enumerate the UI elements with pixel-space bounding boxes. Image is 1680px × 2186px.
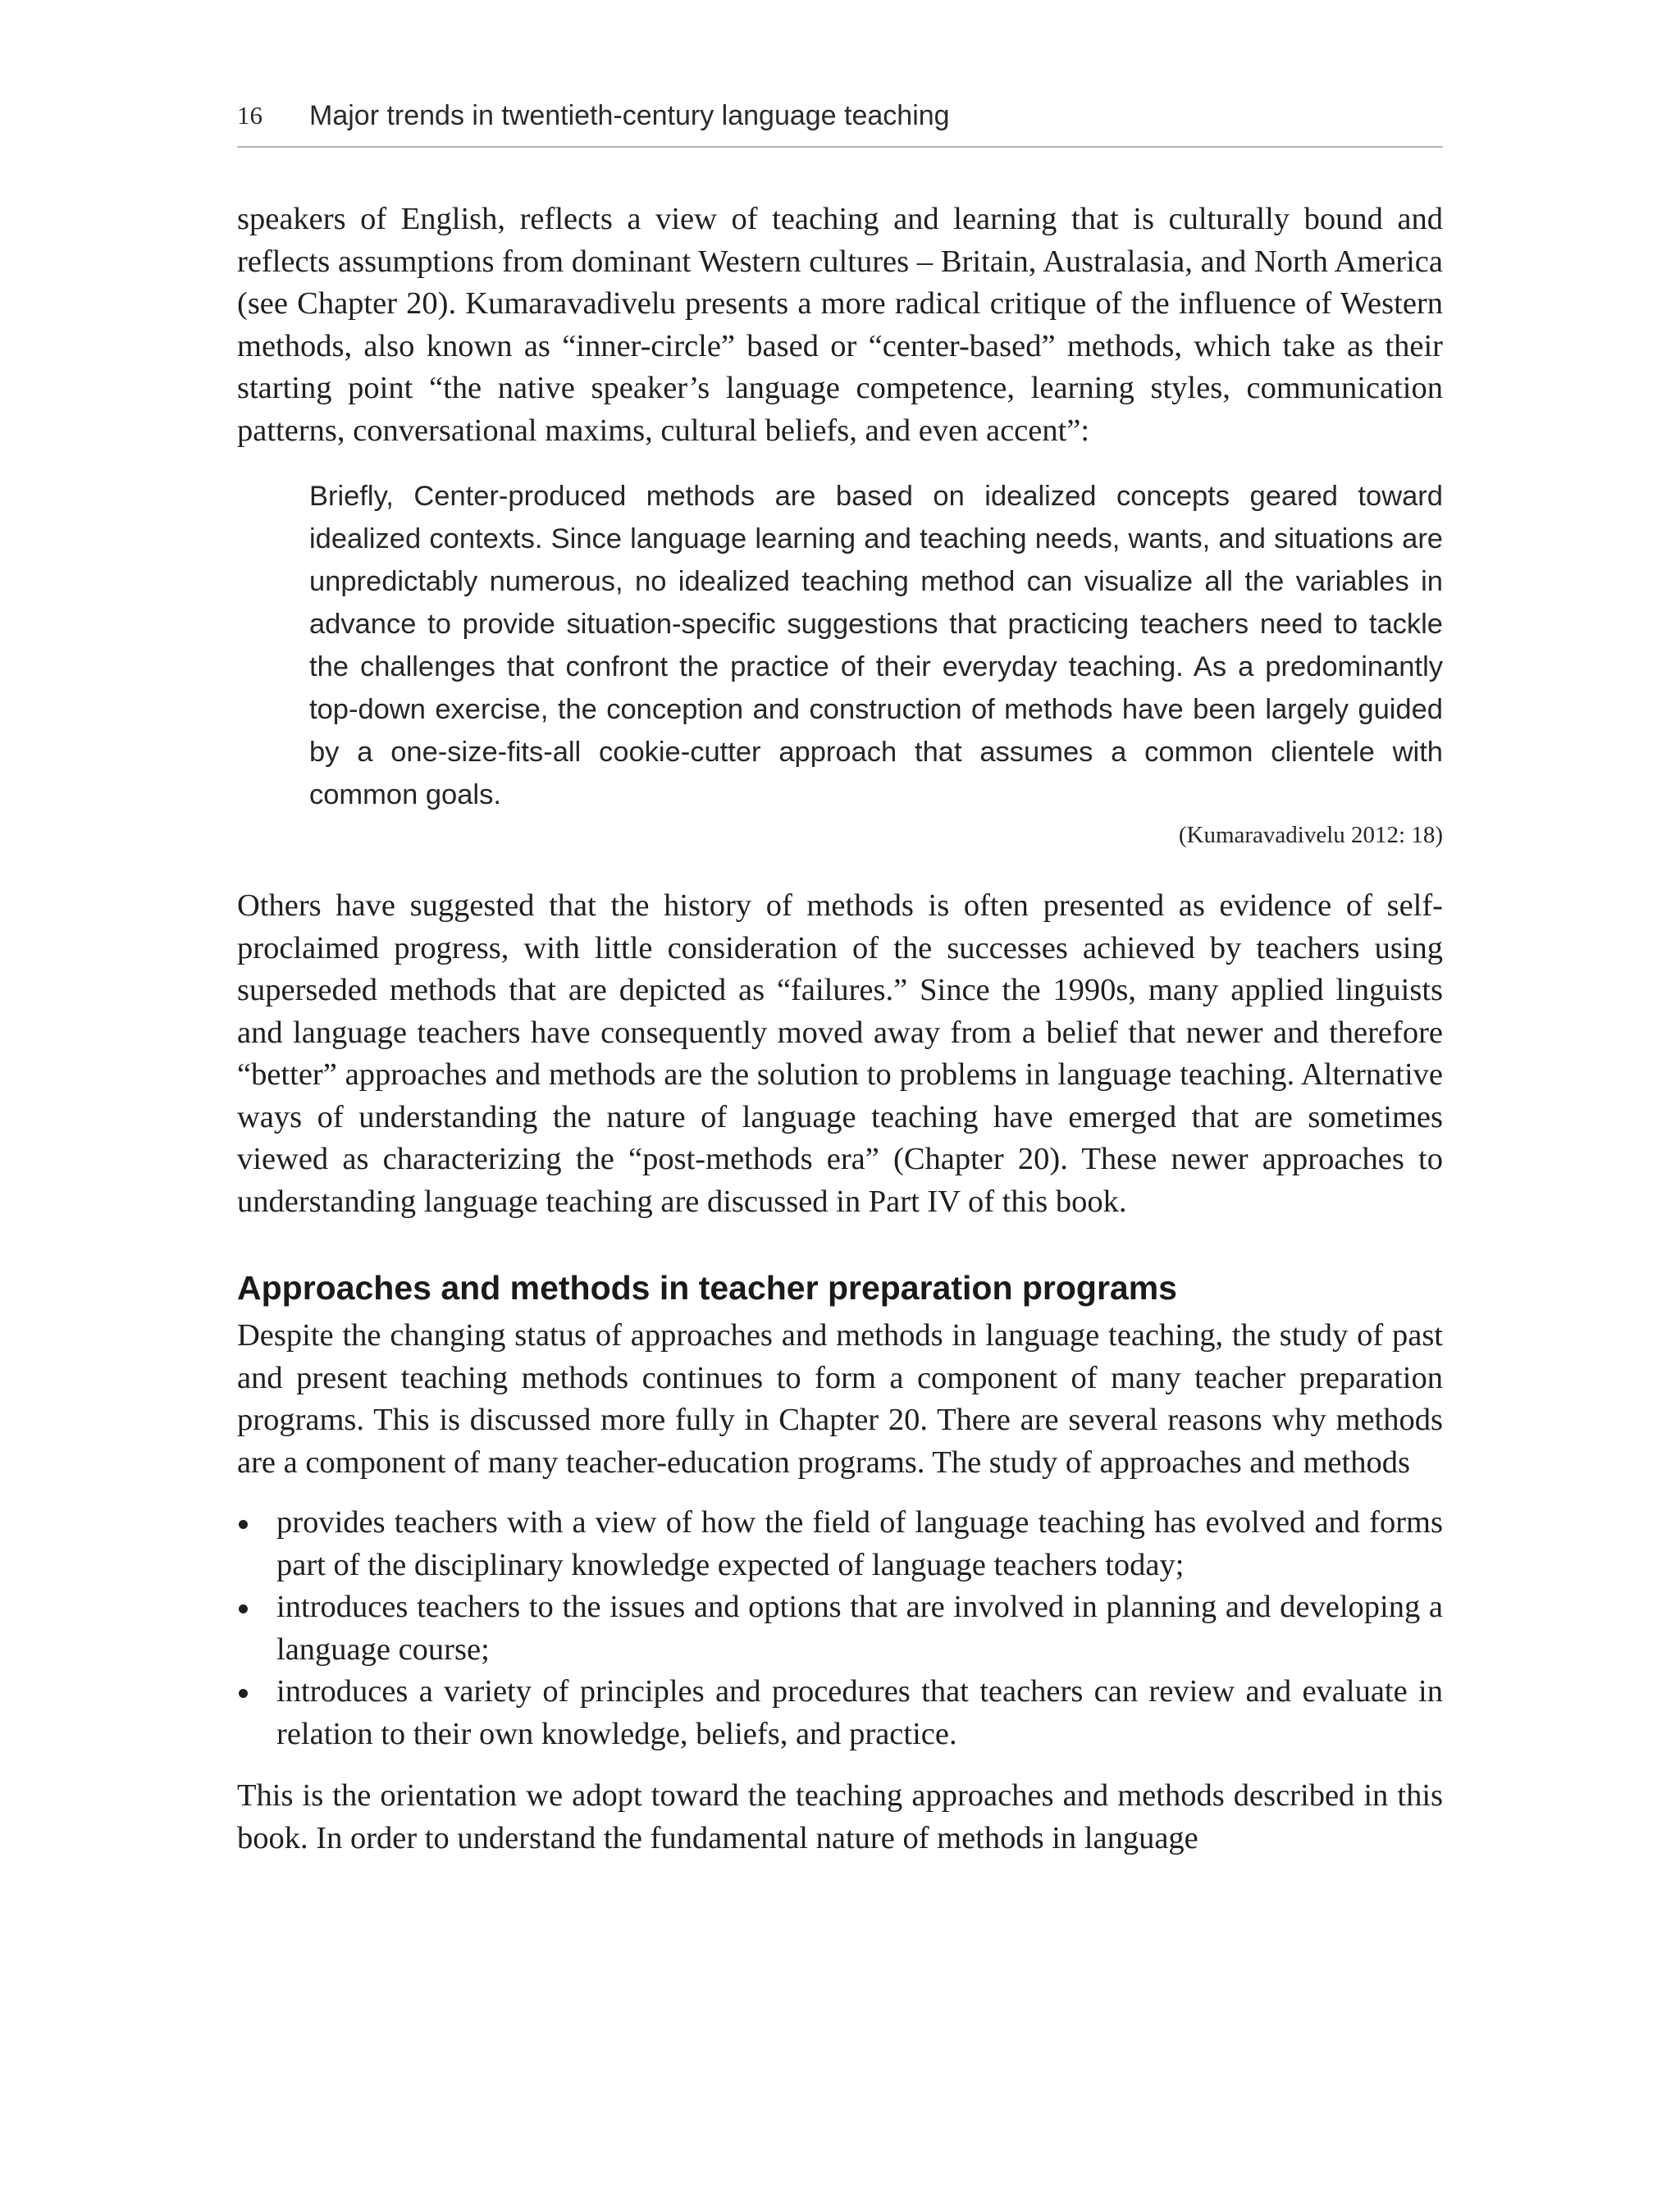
list-item-text: introduces a variety of principles and procedures that teachers can review and evaluate in relation to their own knowledge, beliefs, and practice. — [276, 1674, 1443, 1751]
running-header — [237, 98, 1443, 148]
running-title: Major trends in twentieth-century language teaching — [309, 100, 950, 131]
paragraph-2: Others have suggested that the history of methods is often presented as evidence of self-proclaimed progress, with little consideration of the successes achieved by teachers using superseded methods that are depicted as “failures.” Since the 1990s, many applied linguists and language teachers have consequently moved away from a belief that newer and therefore “better” approaches and methods are the solution to problems in language teaching. Alternative ways of understanding the nature of language teaching have emerged that are sometimes viewed as characterizing the “post-methods era” (Chapter 20). These newer approaches to understanding language teaching are discussed in Part IV of this book. — [237, 888, 1443, 1219]
quotation-text: Briefly, Center-produced methods are based on idealized concepts geared toward idealized contexts. Since language learning and teaching needs, wants, and situations are unpredictably numerous, no idealized teaching method can visualize all the variables in advance to provide situation-specific suggestions that practicing teachers need to tackle the challenges that confront the practice of their everyday teaching. As a predominantly top-down exercise, the conception and construction of methods have been largely guided by a one-size-fits-all cookie-cutter approach that assumes a common clientele with common goals. — [309, 481, 1443, 810]
block-quotation — [309, 475, 1443, 852]
bullet-icon — [239, 1604, 248, 1613]
bullet-icon — [239, 1520, 248, 1529]
list-item — [237, 1586, 1443, 1671]
quotation-citation: (Kumaravadivelu 2012: 18) — [1178, 822, 1443, 848]
list-item-text: provides teachers with a view of how the field of language teaching has evolved and forms part of the disciplinary knowledge expected of language teachers today; — [276, 1505, 1443, 1582]
book-page — [237, 98, 1443, 1860]
bullet-list — [237, 1502, 1443, 1755]
paragraph-1: speakers of English, reflects a view of teaching and learning that is culturally bound and reflects assumptions from dominant Western cultures – Britain, Australasia, and North America (see Chapter 20). Kumaravadivelu presents a more radical critique of the influence of Western methods, also known as “inner-circle” based or “center-based” methods, which take as their starting point “the native speaker’s language competence, learning styles, communication patterns, conversational maxims, cultural beliefs, and even accent”: — [237, 202, 1443, 448]
page-number: 16 — [237, 101, 262, 130]
bullet-icon — [239, 1689, 248, 1698]
paragraph-4: This is the orientation we adopt toward the teaching approaches and methods described in this book. In order to understand the fundamental nature of methods in language — [237, 1778, 1443, 1855]
list-item-text: introduces teachers to the issues and options that are involved in planning and developing a language course; — [276, 1590, 1443, 1667]
list-item — [237, 1671, 1443, 1755]
paragraph-3: Despite the changing status of approaches and methods in language teaching, the study of past and present teaching methods continues to form a component of many teacher preparation programs. This is discussed more fully in Chapter 20. There are several reasons why methods are a component of many teacher-education programs. The study of approaches and methods — [237, 1318, 1443, 1480]
list-item — [237, 1502, 1443, 1586]
section-heading: Approaches and methods in teacher preparation programs — [237, 1269, 1177, 1307]
